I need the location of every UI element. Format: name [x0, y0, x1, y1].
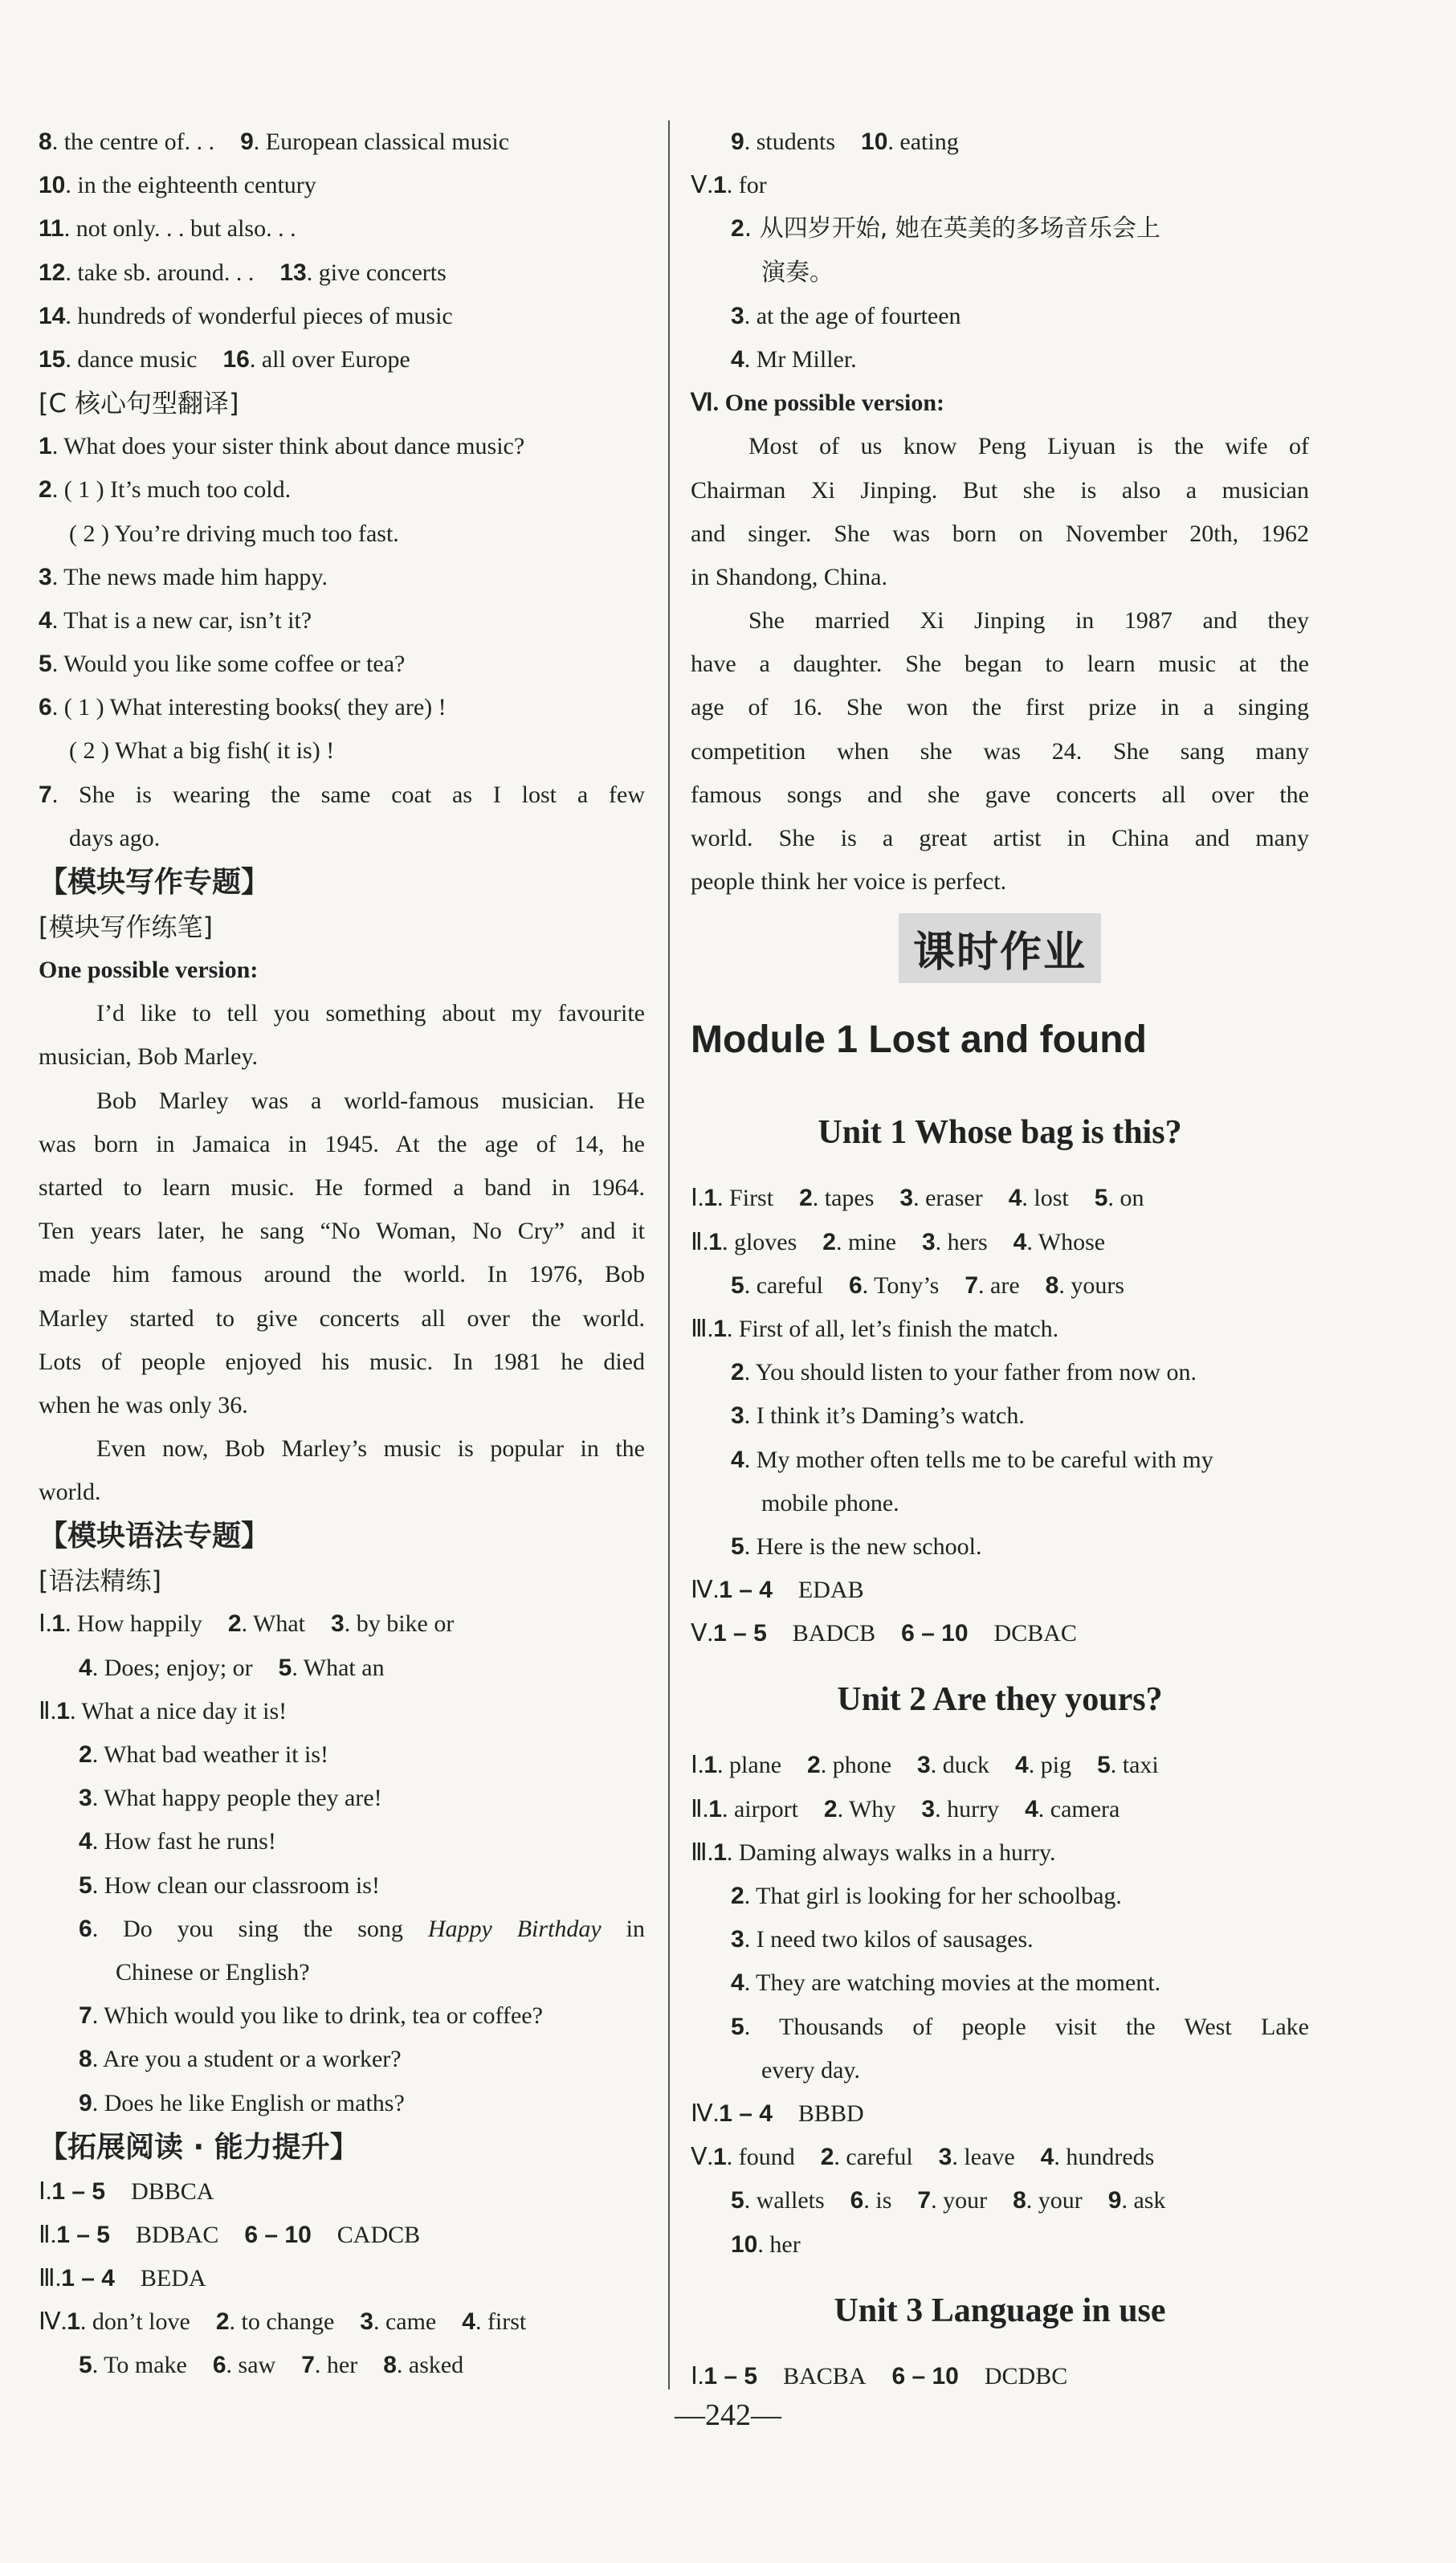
answer-line: 11. not only. . . but also. . . [39, 215, 296, 243]
answer-line: Ⅰ.1. plane 2. phone 3. duck 4. pig 5. taxi [691, 1752, 1159, 1779]
essay-line: made him famous around the world. In 1976, Bob [39, 1261, 645, 1288]
essay-line: She married Xi Jinping in 1987 and they [748, 607, 1309, 635]
answer-line: 5. Thousands of people visit the West Lake [731, 2013, 1309, 2040]
answer-line: Ⅲ.1. First of all, let’s finish the match. [691, 1315, 1059, 1342]
answer-line: 3. I think it’s Daming’s watch. [731, 1402, 1025, 1430]
answer-line: Ⅱ.1. airport 2. Why 3. hurry 4. camera [691, 1795, 1120, 1822]
unit-title: Unit 2 Are they yours? [837, 1681, 1163, 1719]
answer-line: 15. dance music 16. all over Europe [39, 345, 410, 373]
essay-line: in Shandong, China. [691, 563, 887, 590]
essay-line: Bob Marley was a world-famous musician. He [96, 1087, 645, 1114]
essay-line: Lots of people enjoyed his music. In 1981 he died [39, 1348, 645, 1375]
section-subheading: [语法精练] [39, 1565, 161, 1597]
answer-line: 5. Here is the new school. [731, 1532, 982, 1560]
essay-line: age of 16. She won the first prize in a singing [691, 694, 1309, 721]
essay-line: Ten years later, he sang “No Woman, No Cry” and it [39, 1218, 645, 1245]
answer-line: 4. How fast he runs! [79, 1828, 276, 1855]
essay-line: I’d like to tell you something about my favourite [96, 1000, 645, 1027]
answer-line: Ⅱ.1. What a nice day it is! [39, 1697, 288, 1724]
answer-line: Ⅱ.1. gloves 2. mine 3. hers 4. Whose [691, 1228, 1106, 1255]
answer-line: 6. Do you sing the song Happy Birthday in [79, 1915, 645, 1942]
answer-line: 4. Does; enjoy; or 5. What an [79, 1654, 385, 1681]
answer-line: 9. students 10. eating [731, 129, 959, 155]
answer-line: Ⅴ.1 – 5 BADCB 6 – 10 DCBAC [691, 1620, 1077, 1647]
answer-line: 9. Does he like English or maths? [79, 2089, 405, 2116]
answer-line: 5. careful 6. Tony’s 7. are 8. yours [731, 1271, 1125, 1299]
section-subheading: [C 核心句型翻译] [39, 388, 239, 419]
answer-line: 3. The news made him happy. [39, 563, 328, 590]
answer-line: 5. wallets 6. is 7. your 8. your 9. ask [731, 2187, 1166, 2214]
answer-line: 5. How clean our classroom is! [79, 1871, 380, 1899]
essay-line: when he was only 36. [39, 1391, 248, 1418]
essay-line: and singer. She was born on November 20th, 1962 [691, 520, 1309, 547]
answer-line: 4. They are watching movies at the moment. [731, 1969, 1161, 1997]
unit-title: Unit 3 Language in use [834, 2292, 1166, 2329]
section-heading-grammar: 【模块语法专题】 [39, 1520, 271, 1553]
answer-line: 2. You should listen to your father from now on. [731, 1359, 1197, 1386]
answer-line: Ⅴ.1. for [691, 172, 767, 199]
answer-line: Chinese or English? [116, 1958, 310, 1986]
essay-line: was born in Jamaica in 1945. At the age of 14, he [39, 1130, 645, 1157]
essay-line: started to learn music. He formed a band in 1964. [39, 1173, 645, 1201]
left-column [39, 120, 645, 2388]
answer-line: 2. ( 1 ) It’s much too cold. [39, 476, 292, 504]
column-divider [668, 120, 670, 2390]
answer-line: 3. I need two kilos of sausages. [731, 1926, 1034, 1953]
essay-line: Marley started to give concerts all over the world. [39, 1304, 645, 1332]
answer-line: 12. take sb. around. . . 13. give concerts [39, 259, 447, 286]
answer-line: 8. the centre of. . . 9. European classical music [39, 129, 510, 155]
module-title: Module 1 Lost and found [691, 1018, 1147, 1062]
answer-line: Ⅳ.1. don’t love 2. to change 3. came 4. first [39, 2308, 527, 2336]
answer-line: 演奏。 [761, 258, 834, 287]
essay-line: Chairman Xi Jinping. But she is also a musician [691, 476, 1309, 504]
answer-line: 8. Are you a student or a worker? [79, 2046, 402, 2073]
answer-line: 2. 从四岁开始, 她在英美的多场音乐会上 [731, 214, 1160, 243]
one-possible-version-label: Ⅵ. One possible version: [691, 390, 945, 417]
right-column [691, 120, 1309, 2398]
essay-line: famous songs and she gave concerts all over the [691, 781, 1309, 808]
answer-line: 1. What does your sister think about dance music? [39, 433, 525, 460]
answer-line: 2. What bad weather it is! [79, 1741, 329, 1768]
essay-line: world. She is a great artist in China and many [691, 825, 1309, 851]
answer-line: days ago. [69, 824, 161, 851]
answer-line: 5. To make 6. saw 7. her 8. asked [79, 2352, 464, 2379]
answer-line: ( 2 ) What a big fish( it is) ! [69, 737, 335, 765]
essay-line: world. [39, 1479, 101, 1506]
answer-line: Ⅰ.1 – 5 DBBCA [39, 2177, 214, 2205]
answer-line: ( 2 ) You’re driving much too fast. [69, 520, 399, 547]
answer-line: 14. hundreds of wonderful pieces of music [39, 302, 453, 329]
answer-line: 2. That girl is looking for her schoolbag. [731, 1883, 1122, 1909]
section-subheading: [模块写作练笔] [39, 912, 213, 942]
essay-line: Most of us know Peng Liyuan is the wife of [748, 433, 1309, 460]
essay-line: competition when she was 24. She sang many [691, 737, 1309, 765]
answer-line: Ⅳ.1 – 4 BBBD [691, 2100, 864, 2127]
answer-line: 7. She is wearing the same coat as I lost a few [39, 781, 645, 808]
answer-line: 3. at the age of fourteen [731, 302, 961, 329]
unit-title: Unit 1 Whose bag is this? [818, 1114, 1182, 1152]
answer-line: Ⅴ.1. found 2. careful 3. leave 4. hundreds [691, 2144, 1155, 2171]
answer-line: 4. My mother often tells me to be careful with my [731, 1446, 1213, 1473]
section-heading-writing: 【模块写作专题】 [39, 866, 271, 899]
homework-title-wrap [691, 904, 1309, 992]
answer-line: Ⅰ.1. How happily 2. What 3. by bike or [39, 1610, 455, 1638]
answer-line: mobile phone. [761, 1489, 899, 1516]
essay-line: musician, Bob Marley. [39, 1043, 259, 1071]
answer-line: 4. Mr Miller. [731, 345, 857, 373]
answer-line: every day. [761, 2056, 860, 2083]
page-number: —242— [675, 2398, 781, 2432]
answer-line: Ⅳ.1 – 4 EDAB [691, 1577, 864, 1604]
one-possible-version-label: One possible version: [39, 957, 259, 983]
answer-line: Ⅰ.1 – 5 BACBA 6 – 10 DCDBC [691, 2362, 1068, 2390]
answer-line: 6. ( 1 ) What interesting books( they are) ! [39, 694, 447, 721]
answer-line: 10. her [731, 2230, 801, 2258]
essay-line: people think her voice is perfect. [691, 868, 1007, 896]
answer-line: 4. That is a new car, isn’t it? [39, 606, 312, 634]
answer-line: 7. Which would you like to drink, tea or coffee? [79, 2002, 543, 2030]
answer-line: Ⅲ.1. Daming always walks in a hurry. [691, 1839, 1056, 1866]
essay-line: Even now, Bob Marley’s music is popular in the [96, 1435, 645, 1463]
answer-line: 3. What happy people they are! [79, 1785, 382, 1812]
essay-line: have a daughter. She began to learn music at the [691, 651, 1309, 678]
answer-line: Ⅰ.1. First 2. tapes 3. eraser 4. lost 5. on [691, 1185, 1144, 1212]
answer-line: 5. Would you like some coffee or tea? [39, 651, 406, 678]
homework-title: 课时作业 [899, 913, 1101, 983]
answer-line: Ⅲ.1 – 4 BEDA [39, 2265, 206, 2292]
section-heading-extended-reading: 【拓展阅读 · 能力提升】 [39, 2130, 359, 2164]
answer-line: 10. in the eighteenth century [39, 172, 316, 199]
answer-line: Ⅱ.1 – 5 BDBAC 6 – 10 CADCB [39, 2221, 421, 2248]
